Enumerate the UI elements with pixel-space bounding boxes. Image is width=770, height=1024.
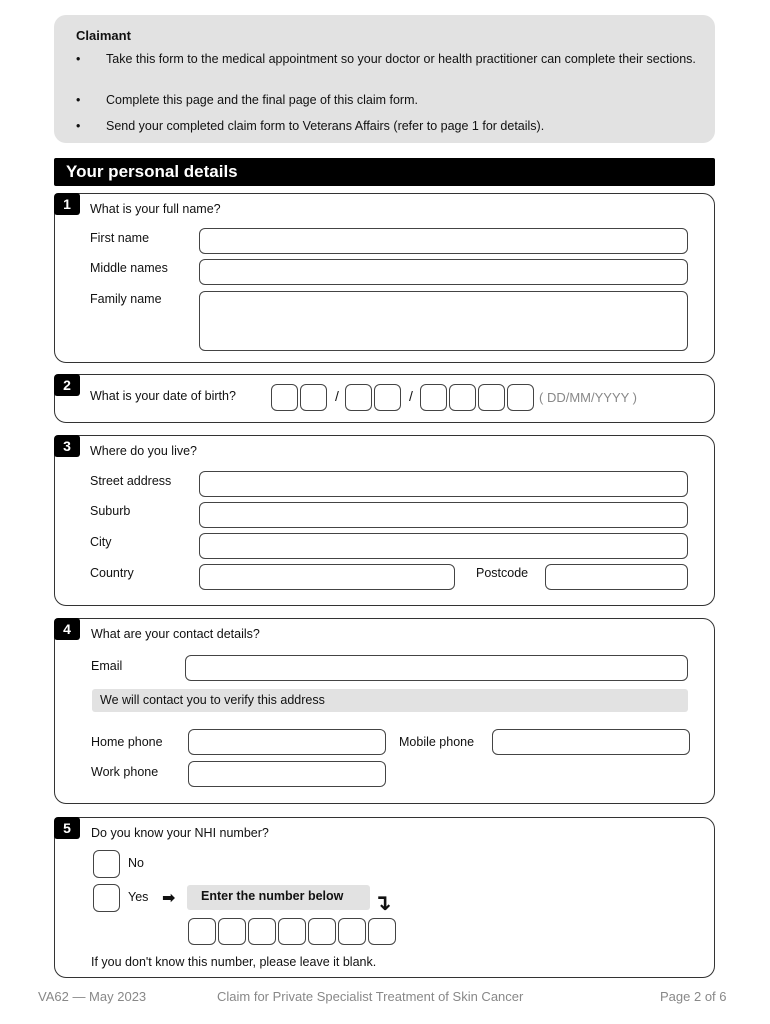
question-2-panel bbox=[54, 374, 715, 423]
dob-month-digit[interactable] bbox=[345, 384, 372, 411]
question-3-panel bbox=[54, 435, 715, 606]
nhi-no-label: No bbox=[128, 856, 144, 870]
question-text: What is your full name? bbox=[90, 202, 221, 216]
city-field[interactable] bbox=[199, 533, 688, 559]
question-number: 1 bbox=[54, 193, 80, 215]
question-text: Do you know your NHI number? bbox=[91, 826, 269, 840]
suburb-label: Suburb bbox=[90, 504, 131, 518]
street-address-field[interactable] bbox=[199, 471, 688, 497]
down-arrow-icon: ↴ bbox=[373, 890, 392, 915]
dob-day-digit[interactable] bbox=[271, 384, 298, 411]
family-name-field[interactable] bbox=[199, 291, 688, 351]
dob-year-digit[interactable] bbox=[507, 384, 534, 411]
nhi-yes-checkbox[interactable] bbox=[93, 884, 120, 912]
city-label: City bbox=[90, 535, 112, 549]
footer-page-number: Page 2 of 6 bbox=[660, 989, 727, 1004]
nhi-digit[interactable] bbox=[188, 918, 216, 945]
nhi-digit[interactable] bbox=[248, 918, 276, 945]
dob-day-digit[interactable] bbox=[300, 384, 327, 411]
first-name-label: First name bbox=[90, 231, 150, 245]
question-text: What is your date of birth? bbox=[90, 389, 236, 403]
nhi-digit[interactable] bbox=[218, 918, 246, 945]
nhi-leave-blank-note: If you don't know this number, please leave it blank. bbox=[91, 955, 377, 969]
question-text: What are your contact details? bbox=[91, 627, 260, 641]
bullet-mark: • bbox=[76, 119, 81, 133]
middle-names-field[interactable] bbox=[199, 259, 688, 285]
country-field[interactable] bbox=[199, 564, 455, 590]
claimant-title: Claimant bbox=[76, 28, 131, 43]
nhi-digit[interactable] bbox=[278, 918, 306, 945]
country-label: Country bbox=[90, 566, 134, 580]
dob-year-digit[interactable] bbox=[478, 384, 505, 411]
postcode-field[interactable] bbox=[545, 564, 688, 590]
nhi-digit[interactable] bbox=[368, 918, 396, 945]
question-number: 5 bbox=[54, 817, 80, 839]
question-4-panel bbox=[54, 618, 715, 804]
work-phone-field[interactable] bbox=[188, 761, 386, 787]
home-phone-label: Home phone bbox=[91, 735, 163, 749]
suburb-field[interactable] bbox=[199, 502, 688, 528]
family-name-label: Family name bbox=[90, 292, 162, 306]
footer-form-code: VA62 — May 2023 bbox=[38, 989, 147, 1004]
email-verify-note: We will contact you to verify this address bbox=[92, 689, 688, 712]
claimant-info-box bbox=[54, 15, 715, 143]
email-field[interactable] bbox=[185, 655, 688, 681]
dob-month-digit[interactable] bbox=[374, 384, 401, 411]
nhi-digit[interactable] bbox=[308, 918, 336, 945]
mobile-phone-field[interactable] bbox=[492, 729, 690, 755]
question-1-panel bbox=[54, 193, 715, 363]
right-arrow-icon: ➡ bbox=[162, 890, 176, 907]
claimant-bullet bbox=[76, 52, 696, 82]
nhi-digit[interactable] bbox=[338, 918, 366, 945]
nhi-yes-label: Yes bbox=[128, 890, 149, 904]
bullet-mark: • bbox=[76, 93, 81, 107]
work-phone-label: Work phone bbox=[91, 765, 159, 779]
date-separator: / bbox=[335, 388, 339, 404]
street-address-label: Street address bbox=[90, 474, 172, 488]
middle-names-label: Middle names bbox=[90, 261, 168, 275]
bullet-mark: • bbox=[76, 52, 81, 66]
first-name-field[interactable] bbox=[199, 228, 688, 254]
question-number: 3 bbox=[54, 435, 80, 457]
dob-year-digit[interactable] bbox=[420, 384, 447, 411]
home-phone-field[interactable] bbox=[188, 729, 386, 755]
enter-number-prompt: Enter the number below bbox=[187, 885, 370, 910]
section-header-personal-details: Your personal details bbox=[54, 158, 715, 186]
bullet-text: Take this form to the medical appointment so your doctor or health practitioner can complete their sections. bbox=[106, 52, 696, 66]
nhi-no-checkbox[interactable] bbox=[93, 850, 120, 878]
bullet-text: Send your completed claim form to Veterans Affairs (refer to page 1 for details). bbox=[106, 119, 545, 133]
footer-form-title: Claim for Private Specialist Treatment of Skin Cancer bbox=[217, 989, 524, 1004]
postcode-label: Postcode bbox=[476, 566, 529, 580]
question-5-panel bbox=[54, 817, 715, 978]
date-format-hint: ( DD/MM/YYYY ) bbox=[539, 390, 637, 405]
question-text: Where do you live? bbox=[90, 444, 198, 458]
date-separator: / bbox=[409, 388, 413, 404]
question-number: 4 bbox=[54, 618, 80, 640]
email-label: Email bbox=[91, 659, 123, 673]
bullet-text: Complete this page and the final page of this claim form. bbox=[106, 93, 418, 107]
dob-year-digit[interactable] bbox=[449, 384, 476, 411]
question-number: 2 bbox=[54, 374, 80, 396]
mobile-phone-label: Mobile phone bbox=[399, 735, 475, 749]
